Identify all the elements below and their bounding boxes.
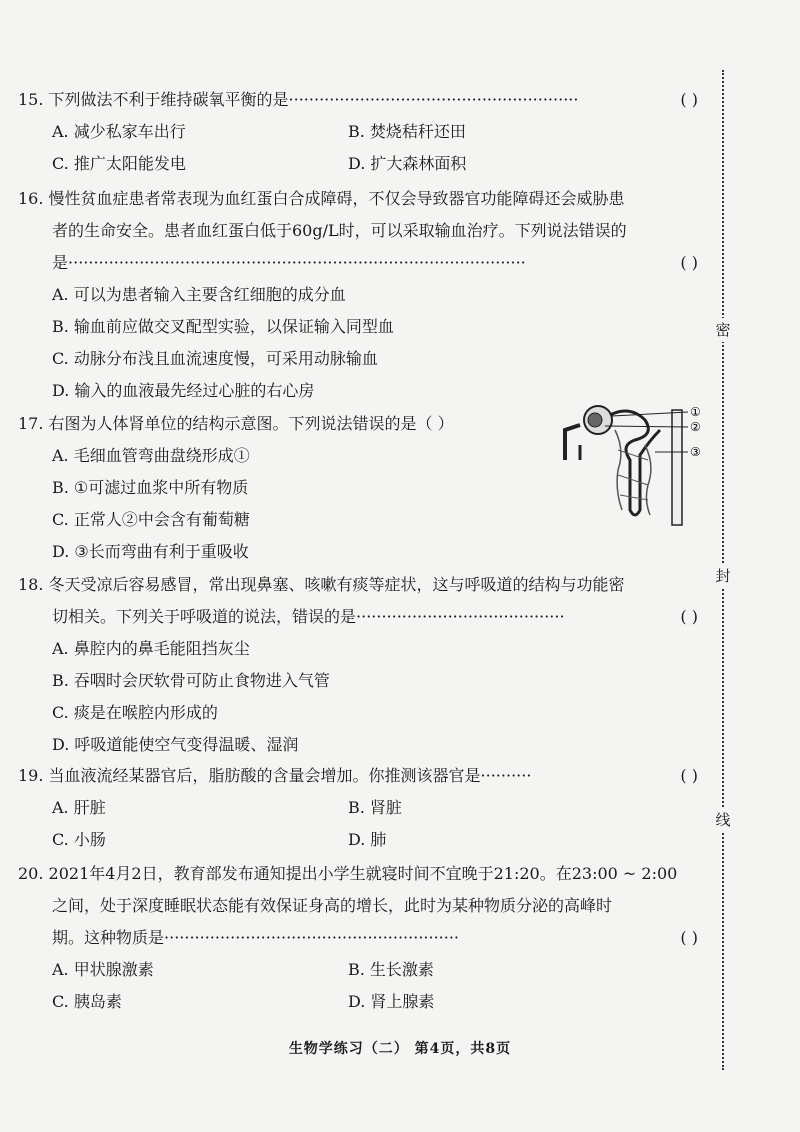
q15-answer-paren: ( ) — [680, 90, 698, 109]
question-16 — [18, 183, 698, 407]
q17-option-c: C. 正常人②中会含有葡萄糖 — [52, 510, 250, 529]
q19-dots: ·········· — [480, 766, 532, 785]
seal-char-mi: 密 — [711, 318, 735, 342]
q18-line-2: 切相关。下列关于呼吸道的说法，错误的是 — [52, 607, 357, 626]
afferent-vessel — [565, 425, 580, 460]
q20-option-b: B. 生长激素 — [348, 960, 434, 979]
q20-line-1: 20. 2021年4月2日，教育部发布通知提出小学生就寝时间不宜晚于21:20。在23:00 ~ 2:00 — [18, 864, 678, 883]
q16-option-d: D. 输入的血液最先经过心脏的右心房 — [52, 381, 315, 400]
q15-option-c: C. 推广太阳能发电 — [52, 154, 186, 173]
q16-dots: ·························································································· — [68, 253, 526, 272]
q16-line-1: 16. 慢性贫血症患者常表现为血红蛋白合成障碍，不仅会导致器官功能障碍还会威胁患 — [18, 189, 625, 208]
q17-stem: 17. 右图为人体肾单位的结构示意图。下列说法错误的是（ ） — [18, 414, 454, 433]
q18-option-a: A. 鼻腔内的鼻毛能阻挡灰尘 — [52, 639, 250, 658]
q17-option-d: D. ③长而弯曲有利于重吸收 — [52, 542, 249, 561]
seal-char-xian: 线 — [711, 808, 735, 832]
q18-option-c: C. 痰是在喉腔内形成的 — [52, 703, 218, 722]
q20-option-a: A. 甲状腺激素 — [52, 960, 154, 979]
label-2: ② — [690, 420, 701, 434]
q20-answer-paren: ( ) — [680, 928, 698, 947]
q19-option-c: C. 小肠 — [52, 830, 106, 849]
q16-answer-paren: ( ) — [680, 253, 698, 272]
q17-option-a: A. 毛细血管弯曲盘绕形成① — [52, 446, 250, 465]
capillary-network — [615, 430, 651, 515]
nephron-svg — [560, 400, 710, 530]
q20-dots: ·························································· — [164, 928, 459, 947]
q18-option-b: B. 吞咽时会厌软骨可防止食物进入气管 — [52, 671, 330, 690]
q20-option-c: C. 胰岛素 — [52, 992, 122, 1011]
q18-option-d: D. 呼吸道能使空气变得温暖、湿润 — [52, 735, 299, 754]
q20-option-d: D. 肾上腺素 — [348, 992, 435, 1011]
q19-stem: 19. 当血液流经某器官后，脂肪酸的含量会增加。你推测该器官是 — [18, 766, 481, 785]
question-19 — [18, 760, 698, 856]
q20-line-3: 期。这种物质是 — [52, 928, 165, 947]
q16-option-b: B. 输血前应做交叉配型实验，以保证输入同型血 — [52, 317, 394, 336]
q18-dots: ········································· — [356, 607, 565, 626]
q19-option-b: B. 肾脏 — [348, 798, 402, 817]
question-18 — [18, 569, 698, 761]
q15-option-d: D. 扩大森林面积 — [348, 154, 467, 173]
label-1: ① — [690, 405, 701, 419]
q16-option-c: C. 动脉分布浅且血流速度慢，可采用动脉输血 — [52, 349, 378, 368]
q20-line-2: 之间，处于深度睡眠状态能有效保证身高的增长，此时为某种物质分泌的高峰时 — [52, 896, 613, 915]
label-3: ③ — [690, 445, 701, 459]
q19-option-a: A. 肝脏 — [52, 798, 106, 817]
q19-option-d: D. 肺 — [348, 830, 387, 849]
capillary-links — [618, 450, 648, 500]
seal-char-feng: 封 — [711, 564, 735, 588]
q15-dots: ························································· — [288, 90, 579, 109]
page-footer: 生物学练习（二） 第4页，共8页 — [288, 1041, 512, 1057]
q16-line-2: 者的生命安全。患者血红蛋白低于60g/L时，可以采取输血治疗。下列说法错误的 — [52, 221, 627, 240]
q19-answer-paren: ( ) — [680, 766, 698, 785]
q18-line-1: 18. 冬天受凉后容易感冒，常出现鼻塞、咳嗽有痰等症状，这与呼吸道的结构与功能密 — [18, 575, 625, 594]
q16-option-a: A. 可以为患者输入主要含红细胞的成分血 — [52, 285, 346, 304]
q16-line-3: 是 — [52, 253, 69, 272]
q18-answer-paren: ( ) — [680, 607, 698, 626]
q15-option-a: A. 减少私家车出行 — [52, 122, 186, 141]
question-20 — [18, 858, 698, 1018]
nephron-diagram — [560, 400, 710, 530]
glomerulus — [588, 413, 602, 427]
q17-option-b: B. ①可滤过血浆中所有物质 — [52, 478, 249, 497]
q15-option-b: B. 焚烧秸秆还田 — [348, 122, 466, 141]
question-15 — [18, 84, 698, 180]
q15-stem: 15. 下列做法不利于维持碳氧平衡的是 — [18, 90, 289, 109]
